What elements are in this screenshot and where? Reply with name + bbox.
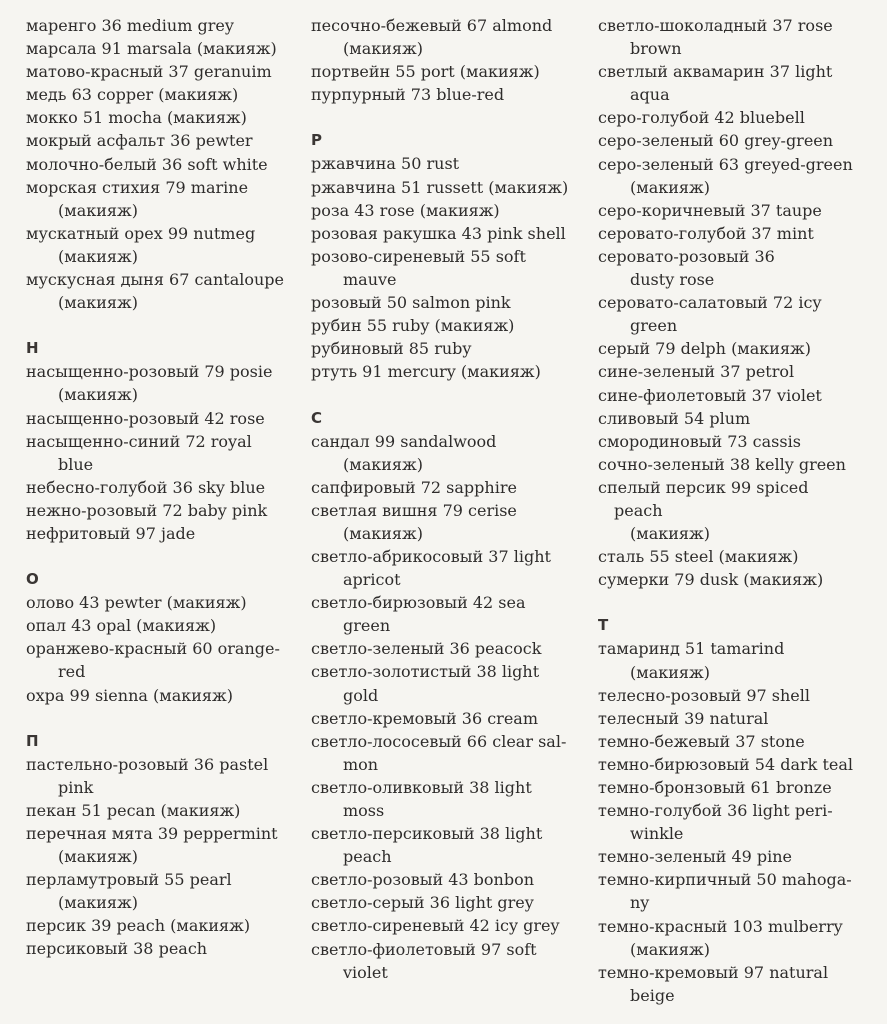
section-spacer [26, 545, 288, 568]
entry-text: ржавчина 50 rust [311, 154, 460, 174]
index-entry [26, 268, 288, 314]
index-entry [311, 152, 573, 175]
entry-text: сапфировый 72 sapphire [311, 477, 517, 497]
index-entry [311, 707, 573, 730]
entry-continuation: ny [630, 893, 650, 913]
entry-continuation: (макияж) [630, 524, 710, 544]
entry-continuation: moss [343, 801, 385, 820]
entry-text: ртуть 91 mercury (макияж) [311, 362, 541, 382]
entry-continuation: (макияж) [58, 200, 138, 220]
entry-text: светло-оливковый 38 light [311, 777, 532, 797]
entry-continuation: (макияж) [630, 939, 710, 959]
index-entry [311, 360, 573, 383]
entry-text: темно-зеленый 49 pine [598, 847, 793, 867]
entry-text: светло-персиковый 38 light [311, 824, 543, 844]
index-entry [26, 753, 288, 799]
entry-text: темно-бежевый 37 stone [598, 731, 805, 751]
index-entry [311, 337, 573, 360]
index-entry [598, 384, 860, 407]
index-entry [598, 961, 860, 1007]
entry-text: мокрый асфальт 36 pewter [26, 131, 253, 151]
entry-text: маренго 36 medium grey [26, 16, 234, 35]
index-entry [311, 176, 573, 199]
entry-text: телесный 39 natural [598, 708, 769, 728]
index-entry [598, 637, 860, 683]
entry-continuation: mauve [343, 269, 397, 289]
entry-text: песочно-бежевый 67 almond [311, 16, 553, 35]
index-entry [311, 60, 573, 83]
index-entry [598, 153, 860, 199]
index-entry [311, 591, 573, 637]
entry-text: серо-голубой 42 bluebell [598, 108, 805, 128]
index-entry [598, 106, 860, 129]
entry-continuation: (макияж) [343, 454, 423, 474]
entry-continuation: pink [58, 777, 94, 797]
entry-text: пурпурный 73 blue-red [311, 85, 505, 105]
entry-continuation: green [630, 316, 678, 336]
index-entry [311, 14, 573, 60]
index-entry [311, 499, 573, 545]
section-letter-heading: Н [26, 339, 39, 358]
index-entry [26, 60, 288, 83]
entry-text: матово-красный 37 geranuim [26, 62, 272, 82]
index-entry [26, 83, 288, 106]
index-entry [598, 476, 860, 545]
index-entry [311, 822, 573, 868]
entry-text: перламутровый 55 pearl [26, 870, 232, 890]
entry-continuation: beige [630, 985, 675, 1005]
entry-text: розовый 50 salmon pink [311, 293, 511, 313]
section-letter-heading: Р [311, 131, 322, 150]
entry-text: рубин 55 ruby (макияж) [311, 316, 515, 336]
entry-text: морская стихия 79 marine [26, 177, 249, 197]
entry-text: светлая вишня 79 cerise [311, 500, 517, 520]
entry-text: темно-бронзовый 61 bronze [598, 778, 832, 797]
index-entry [26, 14, 288, 37]
entry-text: сталь 55 steel (макияж) [598, 547, 799, 567]
entry-text: темно-кирпичный 50 mahoga- [598, 870, 852, 890]
entry-text: роза 43 rose (макияж) [311, 200, 500, 220]
index-entry [598, 222, 860, 245]
entry-text: спелый персик 99 spiced peach [598, 477, 809, 520]
entry-text: смородиновый 73 cassis [598, 431, 801, 451]
entry-continuation: winkle [630, 824, 684, 844]
entry-text: сумерки 79 dusk (макияж) [598, 570, 824, 590]
index-column-3 [598, 14, 860, 1007]
section-spacer [598, 591, 860, 614]
index-entry [26, 868, 288, 914]
index-entry [598, 360, 860, 383]
entry-text: серый 79 delph (макияж) [598, 339, 812, 359]
index-entry [311, 637, 573, 660]
index-entry [598, 684, 860, 707]
entry-text: охра 99 sienna (макияж) [26, 685, 233, 705]
index-entry [598, 915, 860, 961]
entry-text: светло-бирюзовый 42 sea [311, 593, 526, 613]
index-entry [26, 522, 288, 545]
entry-text: рубиновый 85 ruby [311, 339, 472, 359]
index-entry [26, 684, 288, 707]
index-entry [598, 568, 860, 591]
index-entry [26, 914, 288, 937]
entry-text: темно-кремовый 97 natural [598, 962, 829, 982]
entry-text: мускатный орех 99 nutmeg [26, 223, 256, 243]
entry-text: персиковый 38 peach [26, 939, 208, 959]
entry-text: серо-коричневый 37 taupe [598, 200, 822, 220]
entry-continuation: (макияж) [630, 177, 710, 197]
entry-text: серовато-розовый 36 [598, 246, 775, 266]
entry-text: молочно-белый 36 soft white [26, 154, 268, 174]
index-entry [311, 222, 573, 245]
entry-text: мускусная дыня 67 cantaloupe [26, 270, 284, 290]
entry-text: насыщенно-розовый 79 posie [26, 362, 273, 382]
entry-text: светло-лососевый 66 clear sal- [311, 731, 567, 751]
entry-text: персик 39 peach (макияж) [26, 916, 251, 936]
index-entry [26, 407, 288, 430]
entry-text: светлый аквамарин 37 light [598, 62, 833, 82]
entry-continuation: brown [630, 39, 682, 59]
index-entry [311, 914, 573, 937]
entry-text: светло-абрикосовый 37 light [311, 546, 551, 566]
entry-text: пекан 51 pecan (макияж) [26, 800, 241, 820]
entry-text: светло-шоколадный 37 rose [598, 16, 833, 35]
entry-continuation: dusty rose [630, 270, 715, 290]
entry-text: пастельно-розовый 36 pastel [26, 754, 269, 774]
index-entry [311, 730, 573, 776]
entry-continuation: (макияж) [58, 847, 138, 867]
entry-text: ржавчина 51 russett (макияж) [311, 177, 569, 197]
entry-text: оранжево-красный 60 orange- [26, 639, 280, 659]
index-entry [311, 476, 573, 499]
index-entry [598, 199, 860, 222]
section-spacer [26, 707, 288, 730]
entry-continuation: (макияж) [343, 39, 423, 59]
index-entry [598, 129, 860, 152]
entry-text: сливовый 54 plum [598, 408, 751, 428]
index-entry [26, 129, 288, 152]
entry-continuation: gold [343, 685, 379, 705]
entry-text: розовая ракушка 43 pink shell [311, 223, 566, 243]
index-entry [311, 314, 573, 337]
entry-text: розово-сиреневый 55 soft [311, 246, 526, 266]
entry-continuation: (макияж) [58, 246, 138, 266]
index-entry [311, 83, 573, 106]
index-entry [311, 891, 573, 914]
entry-text: темно-бирюзовый 54 dark teal [598, 754, 853, 774]
index-entry [311, 776, 573, 822]
entry-text: сине-фиолетовый 37 violet [598, 385, 822, 405]
entry-continuation: aqua [630, 85, 670, 105]
index-entry [26, 153, 288, 176]
entry-text: телесно-розовый 97 shell [598, 685, 811, 705]
entry-text: серовато-голубой 37 mint [598, 223, 814, 243]
entry-text: сандал 99 sandalwood [311, 431, 497, 451]
index-entry [311, 545, 573, 591]
entry-text: сочно-зеленый 38 kelly green [598, 454, 846, 474]
entry-text: нефритовый 97 jade [26, 523, 196, 543]
section-spacer [26, 314, 288, 337]
entry-text: медь 63 copper (макияж) [26, 85, 239, 105]
entry-text: темно-красный 103 mulberry [598, 916, 843, 936]
entry-text: насыщенно-розовый 42 rose [26, 408, 265, 428]
entry-continuation: blue [58, 454, 94, 474]
entry-text: олово 43 pewter (макияж) [26, 593, 247, 613]
index-entry [311, 868, 573, 891]
section-letter-heading: С [311, 408, 323, 427]
entry-continuation: violet [343, 962, 388, 982]
index-entry [26, 222, 288, 268]
entry-text: светло-серый 36 light grey [311, 893, 534, 913]
entry-continuation: (макияж) [58, 293, 138, 313]
index-entry [26, 822, 288, 868]
entry-continuation: peach [343, 847, 392, 867]
entry-text: светло-зеленый 36 peacock [311, 639, 542, 659]
entry-text: насыщенно-синий 72 royal [26, 431, 252, 451]
entry-text: марсала 91 marsala (макияж) [26, 39, 277, 59]
index-entry [311, 938, 573, 984]
index-entry [26, 360, 288, 406]
entry-text: мокко 51 mocha (макияж) [26, 108, 247, 128]
index-entry [598, 291, 860, 337]
entry-text: светло-сиреневый 42 icy grey [311, 916, 560, 936]
index-entry [26, 499, 288, 522]
index-entry [598, 337, 860, 360]
index-entry [311, 199, 573, 222]
entry-continuation: red [58, 662, 86, 682]
section-letter-heading: О [26, 570, 39, 589]
entry-text: перечная мята 39 peppermint [26, 824, 278, 843]
index-entry [26, 37, 288, 60]
index-entry [598, 799, 860, 845]
index-entry [598, 545, 860, 568]
index-entry [26, 799, 288, 822]
entry-continuation: (макияж) [58, 893, 138, 913]
index-entry [598, 430, 860, 453]
index-entry [598, 868, 860, 914]
index-entry [26, 176, 288, 222]
entry-text: серо-зеленый 63 greyed-green [598, 154, 853, 174]
index-entry [26, 430, 288, 476]
entry-continuation: (макияж) [343, 523, 423, 543]
entry-text: сине-зеленый 37 petrol [598, 362, 795, 382]
index-entry [598, 245, 860, 291]
index-entry [598, 453, 860, 476]
section-spacer [311, 106, 573, 129]
section-letter-heading: Т [598, 616, 609, 635]
entry-text: светло-золотистый 38 light [311, 662, 540, 682]
entry-text: светло-кремовый 36 cream [311, 708, 539, 728]
index-entry [598, 14, 860, 60]
entry-text: портвейн 55 port (макияж) [311, 62, 540, 82]
entry-text: темно-голубой 36 light peri- [598, 801, 833, 821]
index-entry [26, 637, 288, 683]
entry-text: небесно-голубой 36 sky blue [26, 477, 266, 497]
entry-text: нежно-розовый 72 baby pink [26, 500, 268, 520]
index-entry [598, 845, 860, 868]
index-entry [598, 753, 860, 776]
entry-continuation: (макияж) [630, 662, 710, 682]
entry-continuation: mon [343, 754, 379, 774]
index-entry [26, 106, 288, 129]
entry-text: серо-зеленый 60 grey-green [598, 131, 834, 151]
index-entry [598, 60, 860, 106]
entry-continuation: apricot [343, 570, 401, 590]
index-entry [26, 591, 288, 614]
index-entry [26, 476, 288, 499]
index-entry [311, 430, 573, 476]
index-column-2 [311, 14, 573, 984]
entry-text: серовато-салатовый 72 icy [598, 293, 822, 313]
entry-text: тамаринд 51 tamarind [598, 639, 785, 659]
index-entry [598, 407, 860, 430]
index-entry [26, 614, 288, 637]
index-entry [26, 937, 288, 960]
entry-continuation: (макияж) [58, 385, 138, 405]
index-entry [311, 660, 573, 706]
entry-text: светло-розовый 43 bonbon [311, 870, 535, 890]
section-letter-heading: П [26, 731, 39, 750]
entry-text: светло-фиолетовый 97 soft [311, 939, 537, 959]
index-entry [311, 245, 573, 291]
index-column-1 [26, 14, 288, 961]
index-entry [311, 291, 573, 314]
entry-text: опал 43 opal (макияж) [26, 616, 217, 636]
index-entry [598, 707, 860, 730]
section-spacer [311, 383, 573, 406]
entry-continuation: green [343, 616, 391, 636]
index-entry [598, 776, 860, 799]
index-entry [598, 730, 860, 753]
